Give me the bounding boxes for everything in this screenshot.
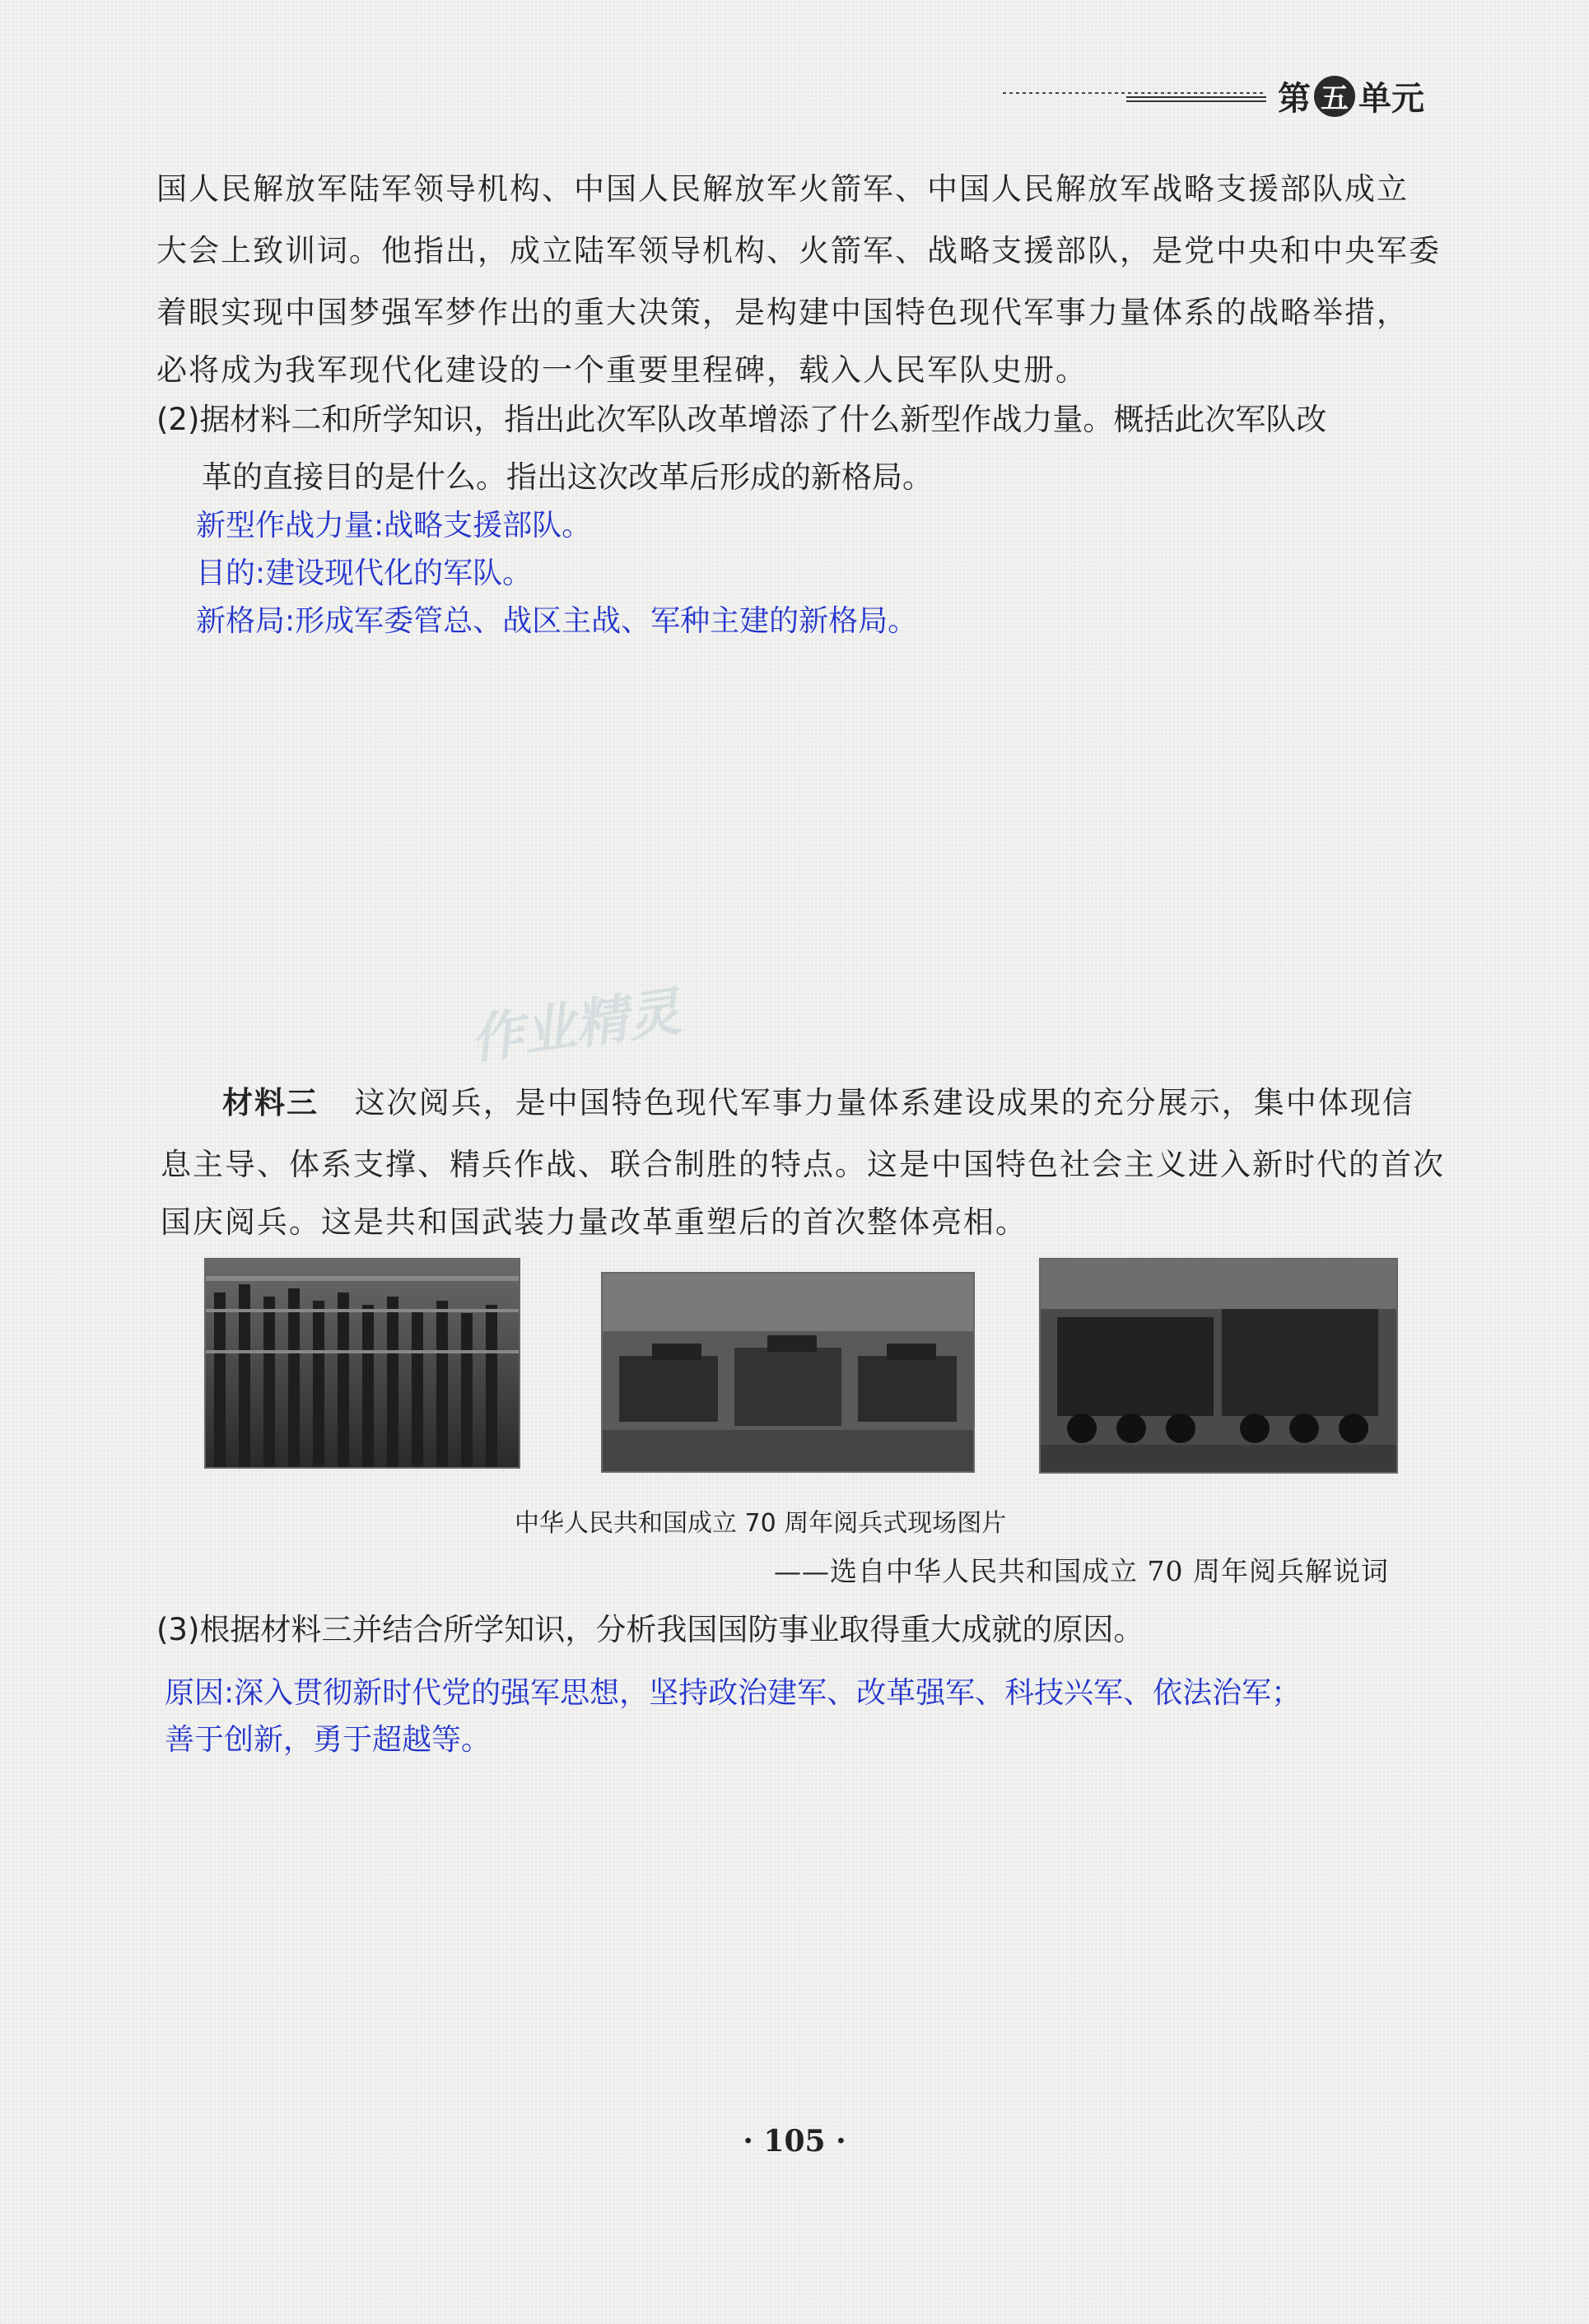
q2-answer-purpose: 目的:建设现代化的军队。: [196, 557, 533, 590]
material-3-text: 这次阅兵，是中国特色现代军事力量体系建设成果的充分展示，集中体现信: [354, 1085, 1414, 1120]
unit-suffix: 单元: [1358, 80, 1424, 118]
material-3-line-2: 息主导、体系支撑、精兵作战、联合制胜的特点。这是中国特色社会主义进入新时代的首次: [161, 1147, 1445, 1182]
q3-answer-line-1: 原因:深入贯彻新时代党的强军思想，坚持政治建军、改革强军、科技兴军、依法治军；: [165, 1676, 1302, 1710]
header-rule: [1003, 91, 1266, 102]
unit-number-badge: 五: [1314, 76, 1355, 117]
unit-title: [1278, 72, 1424, 119]
parade-photo-soldiers: [204, 1258, 520, 1469]
question-2-line-2: 革的直接目的是什么。指出这次改革后形成的新格局。: [202, 459, 933, 495]
intro-line-1: 国人民解放军陆军领导机构、中国人民解放军火箭军、中国人民解放军战略支援部队成立: [156, 171, 1409, 207]
parade-photo-missiles: [1039, 1258, 1398, 1474]
question-3: (3)根据材料三并结合所学知识，分析我国国防事业取得重大成就的原因。: [156, 1612, 1144, 1647]
material-3-label: 材料三: [222, 1085, 319, 1120]
page-number: · 105 ·: [743, 2124, 846, 2159]
watermark: 作业精灵: [466, 981, 684, 1072]
intro-line-3: 着眼实现中国梦强军梦作出的重大决策，是构建中国特色现代军事力量体系的战略举措，: [156, 295, 1409, 330]
intro-line-2: 大会上致训词。他指出，成立陆军领导机构、火箭军、战略支援部队，是党中央和中央军委: [156, 233, 1441, 268]
material-3-source: ——选自中华人民共和国成立 70 周年阅兵解说词: [774, 1555, 1389, 1587]
intro-line-4: 必将成为我军现代化建设的一个重要里程碑，载入人民军队史册。: [156, 352, 1088, 388]
unit-header: [1003, 72, 1424, 119]
q2-answer-force: 新型作战力量:战略支援部队。: [196, 509, 592, 543]
parade-photo-tanks: [601, 1272, 975, 1473]
material-3-line-3: 国庆阅兵。这是共和国武装力量改革重塑后的首次整体亮相。: [161, 1204, 1027, 1240]
question-2-line-1: (2)据材料二和所学知识，指出此次军队改革增添了什么新型作战力量。概括此次军队改: [156, 402, 1327, 437]
photo-caption: 中华人民共和国成立 70 周年阅兵式现场图片: [515, 1509, 1007, 1538]
unit-prefix: 第: [1278, 80, 1311, 118]
material-3-line-1: [222, 1078, 1414, 1128]
q3-answer-line-2: 善于创新，勇于超越等。: [165, 1723, 492, 1757]
q2-answer-pattern: 新格局:形成军委管总、战区主战、军种主建的新格局。: [196, 604, 918, 638]
